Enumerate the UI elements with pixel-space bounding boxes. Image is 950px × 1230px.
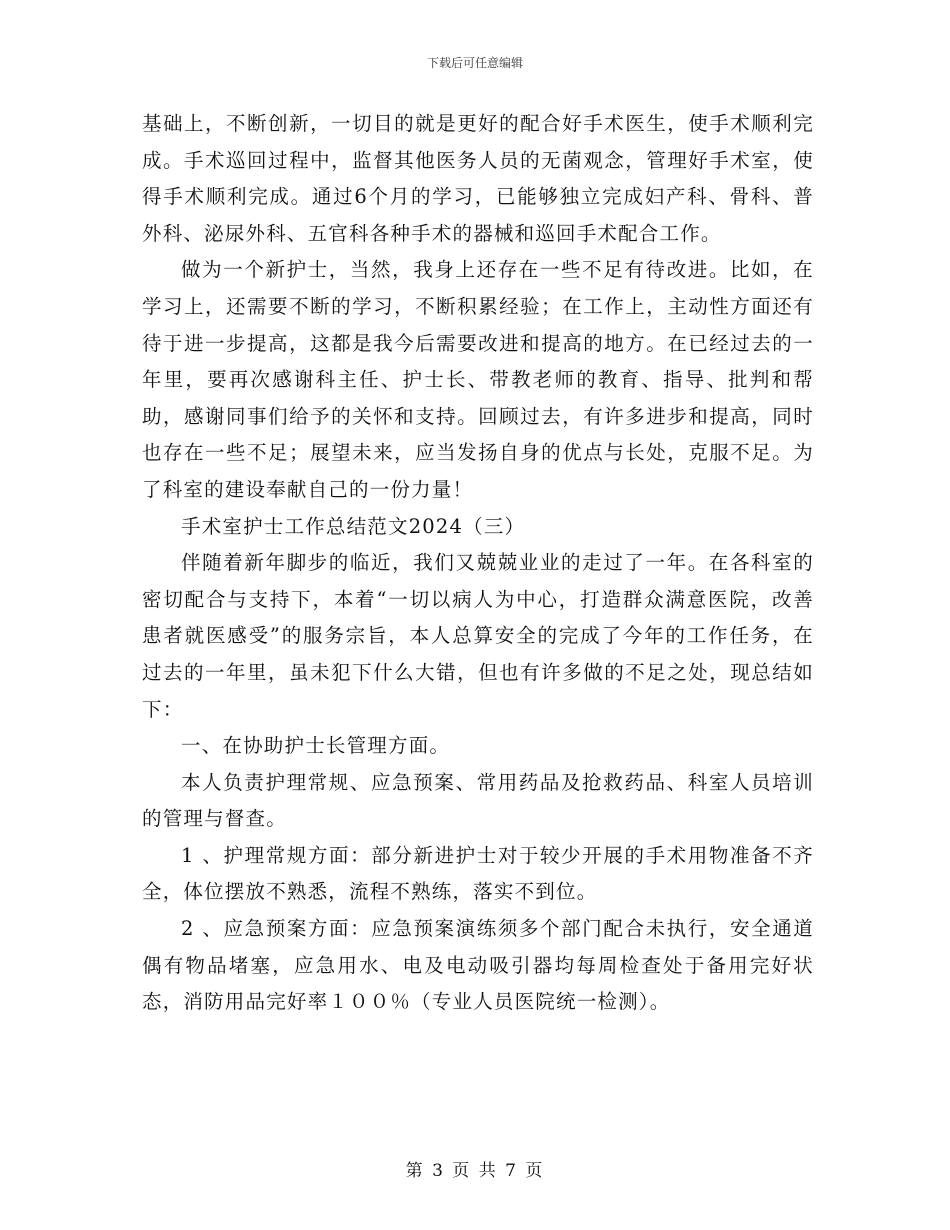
document-body	[142, 106, 814, 1021]
paragraph-responsibilities: 本人负责护理常规、应急预案、常用药品及抢救药品、科室人员培训的管理与督查。	[142, 770, 814, 831]
paragraph-intro: 伴随着新年脚步的临近，我们又兢兢业业的走过了一年。在各科室的密切配合与支持下，本着“一切以病人为中心，打造群众满意医院，改善患者就医感受”的服务宗旨，本人总算安全的完成了今年的工作任务，在过去的一年里，虽未犯下什么大错，但也有许多做的不足之处，现总结如下：	[142, 551, 814, 721]
list-item-emergency-plan: 2 、应急预案方面：应急预案演练须多个部门配合未执行，安全通道偶有物品堵塞，应急用水、电及电动吸引器均每周检查处于备用完好状态，消防用品完好率１００％（专业人员医院统一检测）。	[142, 917, 814, 1014]
page-number-footer: 第 3 页 共 7 页	[405, 1161, 545, 1181]
paragraph-self-assessment: 做为一个新护士，当然，我身上还存在一些不足有待改进。比如，在学习上，还需要不断的学习，不断积累经验；在工作上，主动性方面还有待于进一步提高，这都是我今后需要改进和提高的地方。在已经过去的一年里，要再次感谢科主任、护士长、带教老师的教育、指导、批判和帮助，感谢同事们给予的关怀和支持。回顾过去，有许多进步和提高，同时也存在一些不足；展望未来，应当发扬自身的优点与长处，克服不足。为了科室的建设奉献自己的一份力量！	[142, 258, 814, 501]
list-item-nursing-routine: 1 、护理常规方面：部分新进护士对于较少开展的手术用物准备不齐全，体位摆放不熟悉，流程不熟练，落实不到位。	[142, 843, 814, 904]
paragraph-continuation: 基础上，不断创新，一切目的就是更好的配合好手术医生，使手术顺利完成。手术巡回过程中，监督其他医务人员的无菌观念，管理好手术室，使得手术顺利完成。通过6个月的学习，已能够独立完成妇产科、骨科、普外科、泌尿外科、五官科各种手术的器械和巡回手术配合工作。	[142, 112, 814, 245]
subsection-heading: 一、在协助护士长管理方面。	[181, 734, 451, 758]
page-header: 下载后可任意编辑	[426, 56, 523, 70]
section-title: 手术室护士工作总结范文2024（三）	[181, 514, 526, 538]
